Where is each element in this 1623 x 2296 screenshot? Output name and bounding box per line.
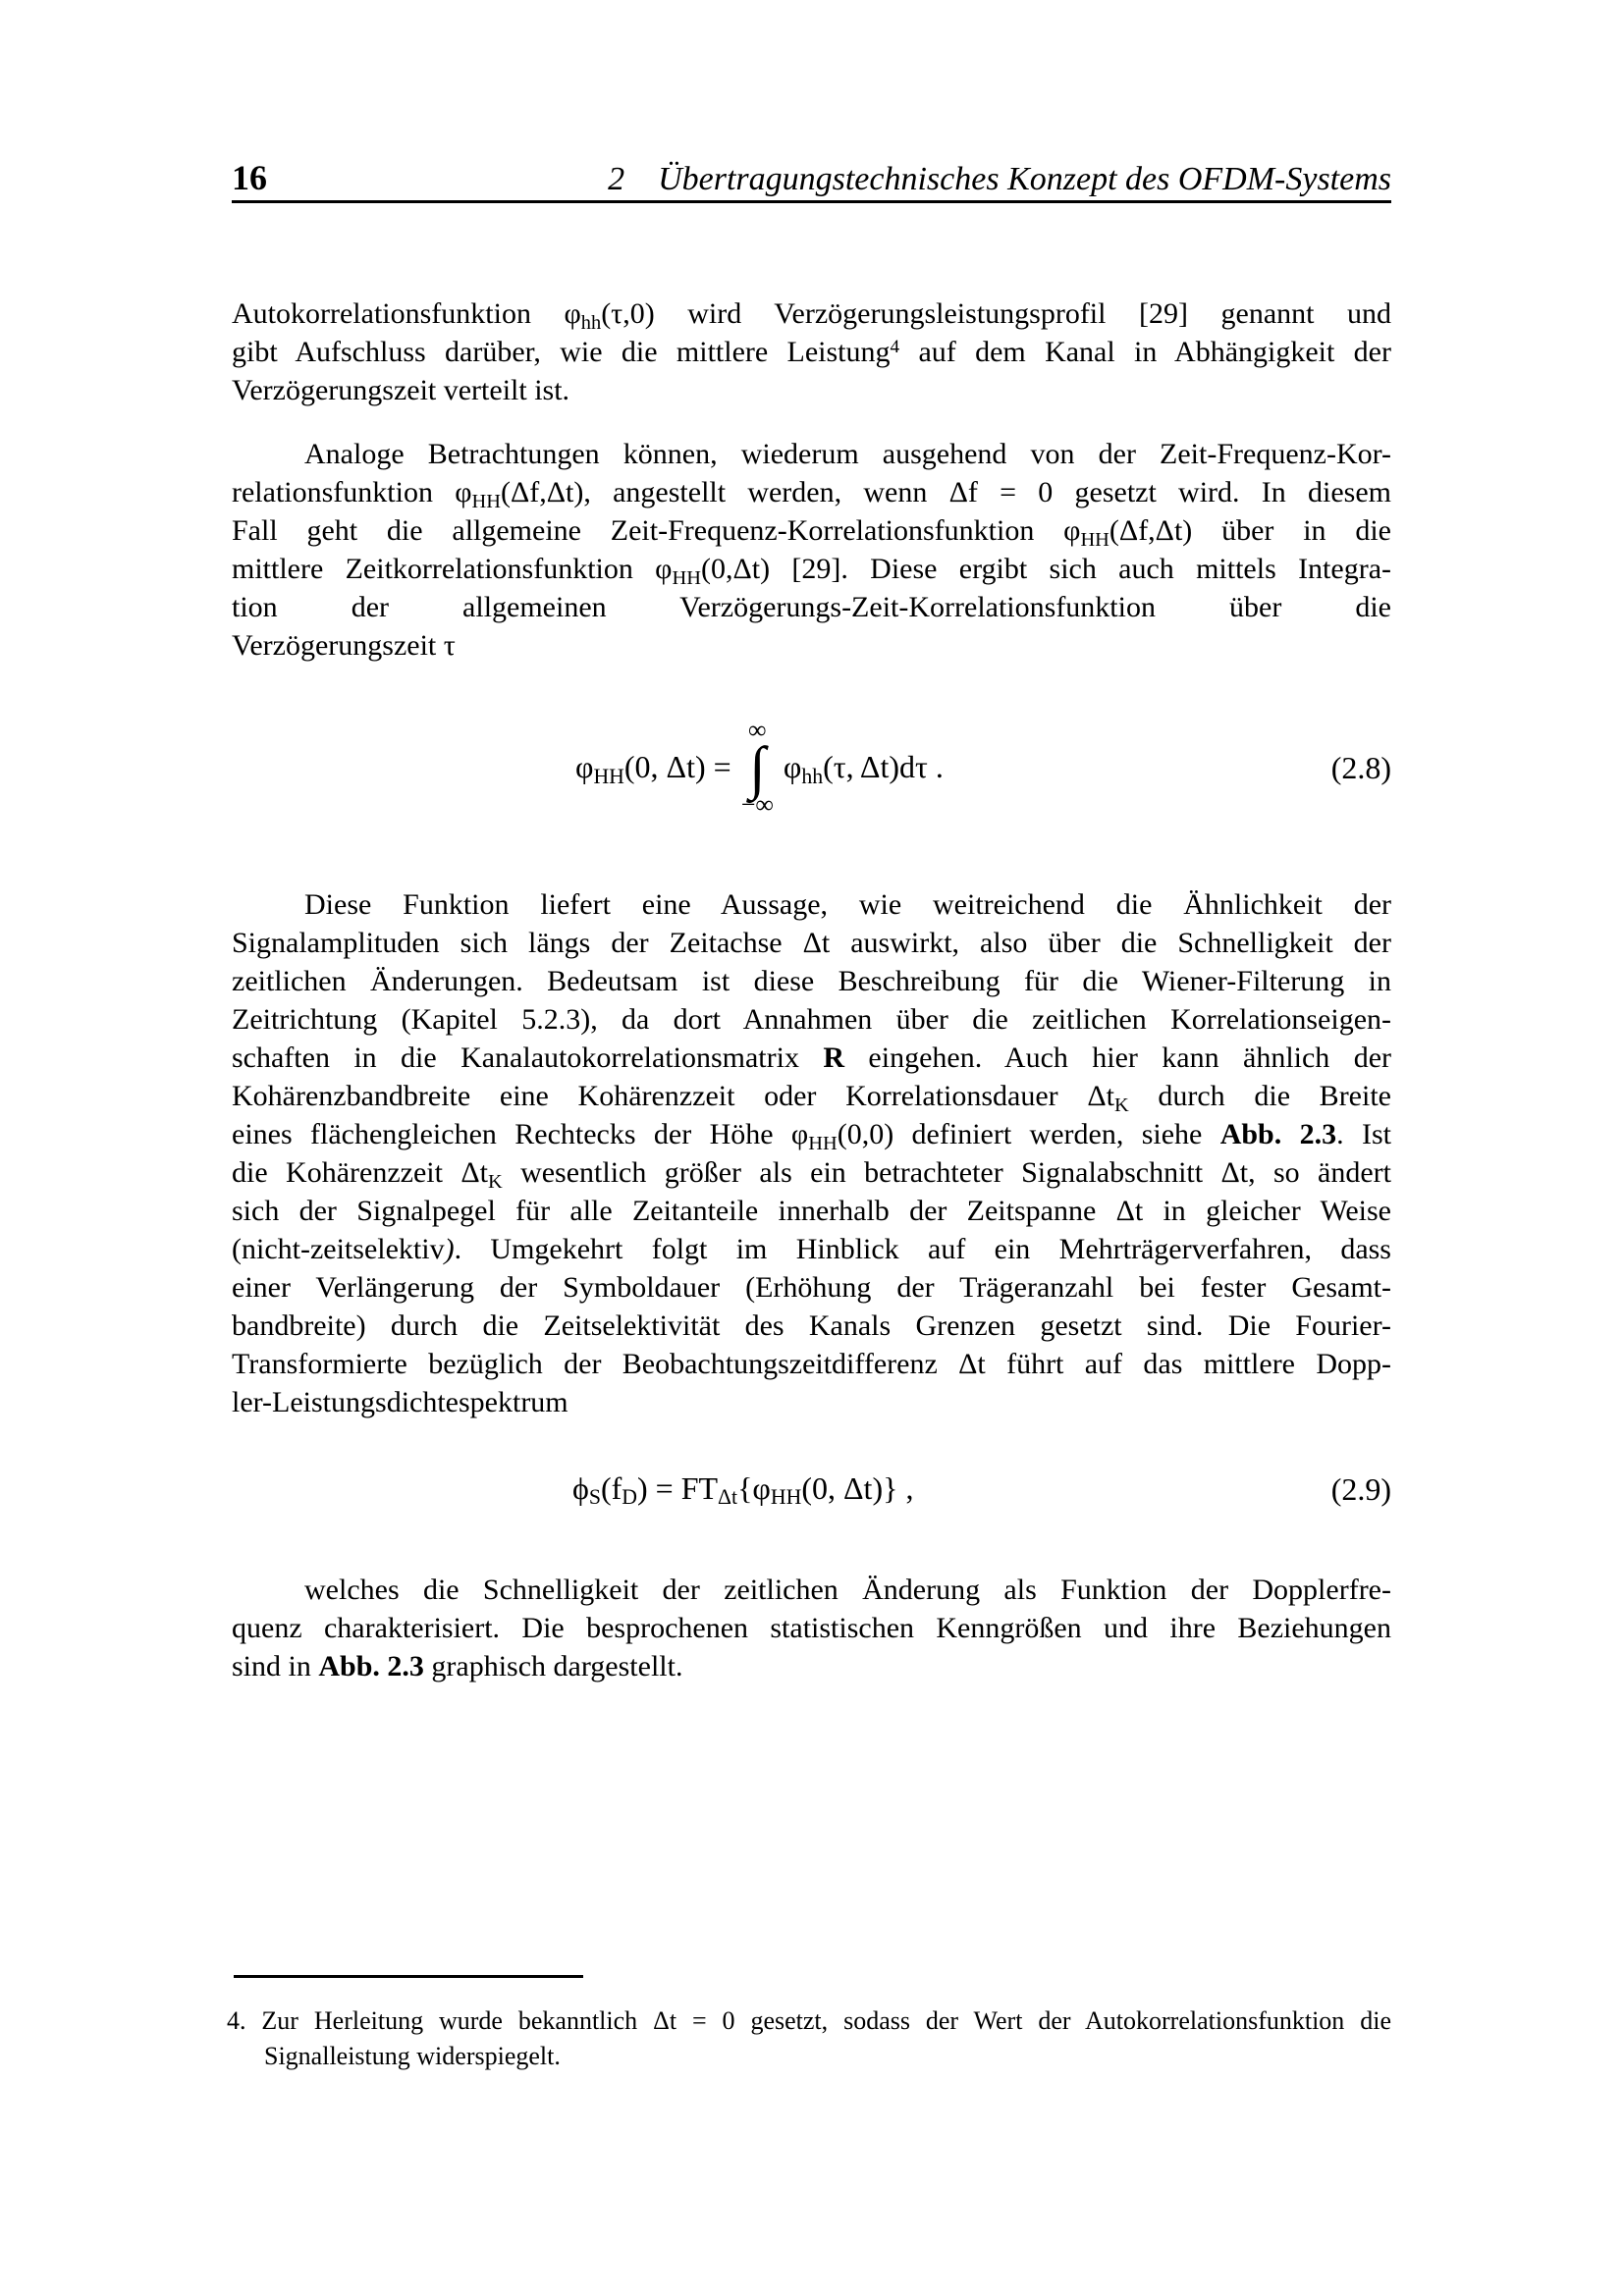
body-line: Fall geht die allgemeine Zeit-Frequenz-Korrelationsfunktion $\varphi_{HH}(\Delta f,\Delta t)$ über in die xyxy=(232,514,1392,551)
equation-2-9 xyxy=(232,1467,1391,1510)
body-line: die Kohärenzzeit $\Delta t_K$ wesentlich größer als ein betrachteter Signalabschnitt Δt, so ändert xyxy=(232,1156,1391,1193)
body-line: ler-Leistungsdichtespektrum xyxy=(232,1386,568,1418)
equation-body: $\phi_S(f_D) = FT_{\Delta t}\{\varphi_{HH}(0$, Δt)} , xyxy=(572,1469,914,1510)
body-line: quenz charakterisiert. Die besprochenen statistischen Kenngrößen und ihre Beziehungen xyxy=(232,1612,1391,1644)
body-line: (nicht-zeitselektiv). Umgekehrt folgt im Hinblick auf ein Mehrträgerverfahren, dass xyxy=(232,1233,1391,1265)
footnote xyxy=(227,2003,1391,2074)
body-line: einer Verlängerung der Symboldauer (Erhöhung der Trägeranzahl bei fester Gesamt- xyxy=(232,1271,1391,1304)
integral-upper-limit: ∞ xyxy=(748,715,767,744)
body-line: Verzögerungszeit τ xyxy=(232,629,456,662)
integral-lower-limit: −∞ xyxy=(740,789,774,819)
body-line: Diese Funktion liefert eine Aussage, wie weitreichend die Ähnlichkeit der xyxy=(304,888,1391,921)
body-line: schaften in die Kanalautokorrelationsmatrix R eingehen. Auch hier kann ähnlich der xyxy=(232,1041,1391,1074)
body-line: zeitlichen Änderungen. Bedeutsam ist diese Beschreibung für die Wiener-Filterung in xyxy=(232,965,1391,997)
body-line: Analoge Betrachtungen können, wiederum ausgehend von der Zeit-Frequenz-Kor- xyxy=(304,438,1391,470)
body-line: relationsfunktion $\varphi_{HH}(\Delta f,\Delta t)$, angestellt werden, wenn Δf = 0 gesetzt wird. In diesem xyxy=(232,476,1391,512)
body-line: sind in Abb. 2.3 graphisch dargestellt. xyxy=(232,1650,683,1682)
equation-number-2-8: (2.8) xyxy=(1330,750,1391,785)
page-header xyxy=(232,157,1391,198)
body-line: Kohärenzbandbreite eine Kohärenzzeit oder Korrelationsdauer $\Delta t_K$ durch die Breite xyxy=(232,1080,1391,1116)
integral-symbol xyxy=(740,715,774,819)
header-rule xyxy=(232,200,1391,203)
equation-2-8-body xyxy=(575,711,944,824)
footnote-line: Signalleistung widerspiegelt. xyxy=(264,2042,561,2070)
body-line: eines flächengleichen Rechtecks der Höhe $\varphi_{HH}(0,0)$ definiert werden, siehe Abb. 2.3. Ist xyxy=(232,1118,1391,1154)
paragraph-4 xyxy=(232,1571,1391,1685)
paragraph-2 xyxy=(232,435,1391,665)
body-line: Transformierte bezüglich der Beobachtungszeitdifferenz Δt führt auf das mittlere Dopp- xyxy=(232,1348,1391,1380)
equation-rhs: $\varphi_{hh}(\tau$, Δt)dτ . xyxy=(783,749,944,788)
chapter-title: 2 Übertragungstechnisches Konzept des OFDM-Systems xyxy=(608,161,1391,197)
body-line: welches die Schnelligkeit der zeitlichen Änderung als Funktion der Dopplerfre- xyxy=(304,1574,1391,1606)
body-line: sich der Signalpegel für alle Zeitanteile innerhalb der Zeitspanne Δt in gleicher Weise xyxy=(232,1195,1391,1227)
body-line: tion der allgemeinen Verzögerungs-Zeit-Korrelationsfunktion über die xyxy=(232,591,1391,623)
equation-2-8 xyxy=(232,711,1391,824)
footnote-line: 4. Zur Herleitung wurde bekanntlich Δt = 0 gesetzt, sodass der Wert der Autokorrelationsfunktion die xyxy=(227,2006,1391,2035)
integral-sign: ∫ xyxy=(749,734,766,800)
body-line: Signalamplituden sich längs der Zeitachse Δt auswirkt, also über die Schnelligkeit der xyxy=(232,927,1391,959)
equation-2-9-body xyxy=(572,1467,913,1510)
body-line: Zeitrichtung (Kapitel 5.2.3), da dort Annahmen über die zeitlichen Korrelationseigen- xyxy=(232,1003,1391,1036)
equation-number-2-9: (2.9) xyxy=(1330,1471,1391,1507)
footnote-rule xyxy=(234,1975,583,1978)
equation-lhs: $\varphi_{HH}(0$, Δt) = xyxy=(575,749,731,788)
body-line: gibt Aufschluss darüber, wie die mittlere Leistung$^4$ auf dem Kanal in Abhängigkeit der xyxy=(232,336,1391,368)
body-line: Verzögerungszeit verteilt ist. xyxy=(232,374,570,406)
page-number: 16 xyxy=(232,158,267,197)
body-line: Autokorrelationsfunktion $\varphi_{hh}(\tau,0)$ wird Verzögerungsleistungsprofil [29] genannt und xyxy=(232,297,1391,334)
paragraph-1 xyxy=(232,294,1391,409)
paragraph-3 xyxy=(232,885,1391,1421)
body-line: mittlere Zeitkorrelationsfunktion $\varphi_{HH}(0,\Delta t)$ [29]. Diese ergibt sich auch mittels Integra- xyxy=(232,553,1392,589)
body-line: bandbreite) durch die Zeitselektivität des Kanals Grenzen gesetzt sind. Die Fourier- xyxy=(232,1309,1391,1342)
